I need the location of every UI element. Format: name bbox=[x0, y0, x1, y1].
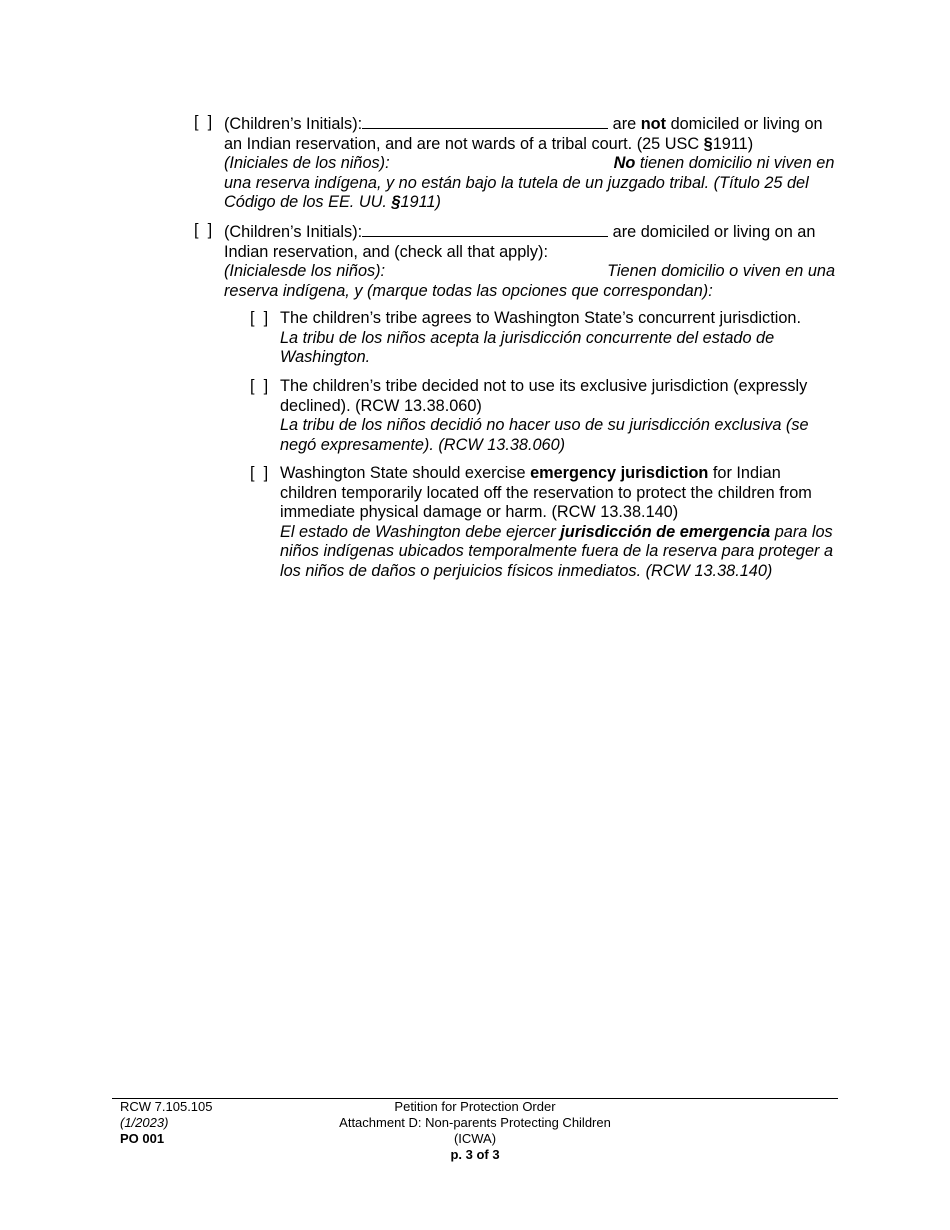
subitem-c-spanish: El estado de Washington debe ejercer jurisdicción de emergencia para los niños indígenas ubicados temporalmente fuera de la reserva para proteger a los niños de daños o perjuicios físicos inmediatos. (RCW 13.38.140) bbox=[280, 522, 833, 580]
footer-page-number: p. 3 of 3 bbox=[450, 1147, 500, 1162]
checkbox-domiciled[interactable]: [ ] bbox=[194, 221, 213, 239]
initials-field-1[interactable] bbox=[362, 113, 608, 129]
item-1-spanish: (Iniciales de los niños): No tienen domicilio ni viven en una reserva indígena, y no están bajo la tutela de un juzgado tribal. (Título 25 del Código de los EE. UU. §1911) bbox=[224, 154, 835, 212]
initials-field-2[interactable] bbox=[362, 221, 608, 237]
checkbox-declined-jurisdiction[interactable]: [ ] bbox=[250, 377, 269, 395]
item-2-english: (Children’s Initials): are domiciled or living on an Indian reservation, and (check all that apply): bbox=[224, 223, 816, 261]
item-2-spanish: (Inicialesde los niños): Tienen domicilio o viven en una reserva indígena, y (marque todas las opciones que correspondan): bbox=[224, 262, 836, 300]
footer-icwa: (ICWA) bbox=[453, 1131, 497, 1146]
checkbox-concurrent-jurisdiction[interactable]: [ ] bbox=[250, 309, 269, 327]
footer-form-number: PO 001 bbox=[120, 1131, 165, 1146]
checkbox-not-domiciled[interactable]: [ ] bbox=[194, 113, 213, 131]
subitem-b-spanish: La tribu de los niños decidió no hacer uso de su jurisdicción exclusiva (se negó expresamente). (RCW 13.38.060) bbox=[280, 416, 809, 454]
subitem-c-english: Washington State should exercise emergency jurisdiction for Indian children temporarily located off the reservation to protect the children from immediate physical damage or harm. (RCW 13.38.140) bbox=[280, 464, 812, 522]
subitem-a-spanish: La tribu de los niños acepta la jurisdicción concurrente del estado de Washington. bbox=[280, 328, 775, 367]
subitem-b-english: The children’s tribe decided not to use its exclusive jurisdiction (expressly declined). (RCW 13.38.060) bbox=[280, 377, 808, 415]
footer-date: (1/2023) bbox=[120, 1115, 169, 1130]
checkbox-emergency-jurisdiction[interactable]: [ ] bbox=[250, 464, 269, 482]
item-1-english: (Children’s Initials): are not domiciled or living on an Indian reservation, and are not wards of a tribal court. (25 USC §1911) bbox=[224, 115, 823, 153]
footer-title: Petition for Protection Order bbox=[394, 1099, 556, 1114]
subitem-a-english: The children’s tribe agrees to Washington State’s concurrent jurisdiction. bbox=[280, 309, 801, 327]
footer-attachment: Attachment D: Non-parents Protecting Children bbox=[339, 1115, 611, 1130]
footer-title-block bbox=[112, 1099, 838, 1163]
footer-statute: RCW 7.105.105 bbox=[120, 1099, 213, 1114]
page-footer bbox=[112, 1098, 838, 1162]
